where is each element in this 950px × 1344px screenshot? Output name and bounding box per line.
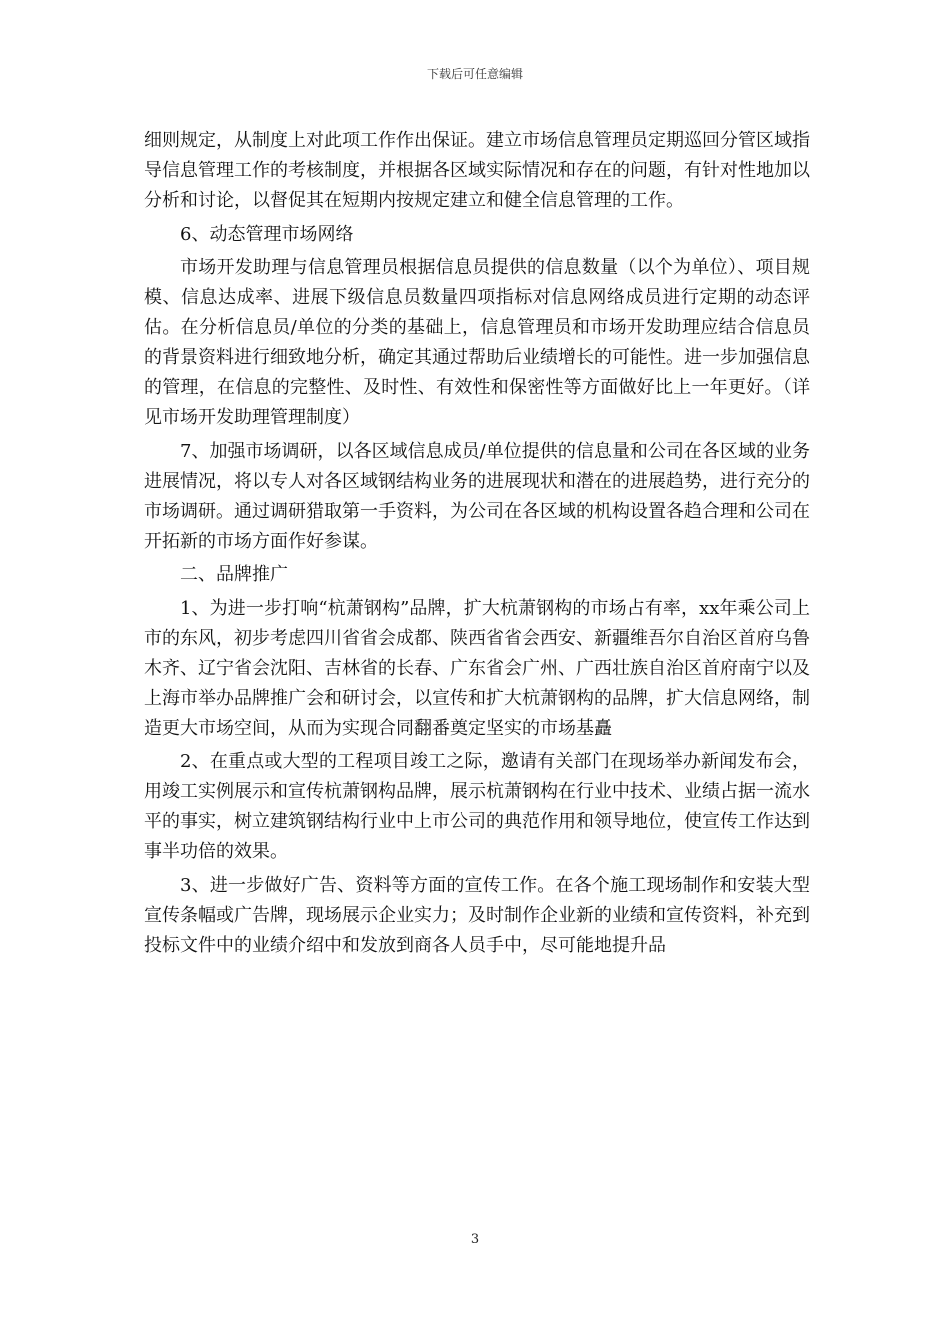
paragraph-1: 细则规定，从制度上对此项工作作出保证。建立市场信息管理员定期巡回分管区域指导信息管理工作的考核制度，并根据各区域实际情况和存在的问题，有针对性地加以分析和讨论，以督促其在短期内按规定建立和健全信息管理的工作。 [144,130,810,211]
section-heading-brand: 二、品牌推广 [180,564,288,585]
paragraph-3: 7、加强市场调研，以各区域信息成员/单位提供的信息量和公司在各区域的业务进展情况，将以专人对各区域钢结构业务的进展现状和潜在的进展趋势，进行充分的市场调研。通过调研猎取第一手资料，为公司在各区域的机构设置各趋合理和公司在开拓新的市场方面作好参谋。 [144,440,810,552]
paragraph-4: 1、为进一步打响“杭萧钢构”品牌，扩大杭萧钢构的市场占有率，xx年乘公司上市的东风，初步考虑四川省省会成都、陕西省省会西安、新疆维吾尔自治区首府乌鲁木齐、辽宁省会沈阳、吉林省的长春、广东省会广州、广西壮族自治区首府南宁以及上海市举办品牌推广会和研讨会，以宣传和扩大杭萧钢构的品牌，扩大信息网络，制造更大市场空间，从而为实现合同翻番奠定坚实的市场基矗 [144,597,810,739]
paragraph-5: 2、在重点或大型的工程项目竣工之际，邀请有关部门在现场举办新闻发布会，用竣工实例展示和宣传杭萧钢构品牌，展示杭萧钢构在行业中技术、业绩占据一流水平的事实，树立建筑钢结构行业中上市公司的典范作用和领导地位，使宣传工作达到事半功倍的效果。 [144,751,810,862]
section-heading-6: 6、动态管理市场网络 [180,223,354,245]
page-number: 3 [470,1232,480,1247]
page-header: 下载后可任意编辑 [426,67,523,81]
paragraph-6: 3、进一步做好广告、资料等方面的宣传工作。在各个施工现场制作和安装大型宣传条幅或广告牌，现场展示企业实力；及时制作企业新的业绩和宣传资料，补充到投标文件中的业绩介绍中和发放到商各人员手中，尽可能地提升品 [144,874,810,956]
document-body [144,126,810,964]
paragraph-2: 市场开发助理与信息管理员根据信息员提供的信息数量（以个为单位）、项目规模、信息达成率、进展下级信息员数量四项指标对信息网络成员进行定期的动态评估。在分析信息员/单位的分类的基础上，信息管理员和市场开发助理应结合信息员的背景资料进行细致地分析，确定其通过帮助后业绩增长的可能性。进一步加强信息的管理，在信息的完整性、及时性、有效性和保密性等方面做好比上一年更好。（详见市场开发助理管理制度） [144,257,810,428]
